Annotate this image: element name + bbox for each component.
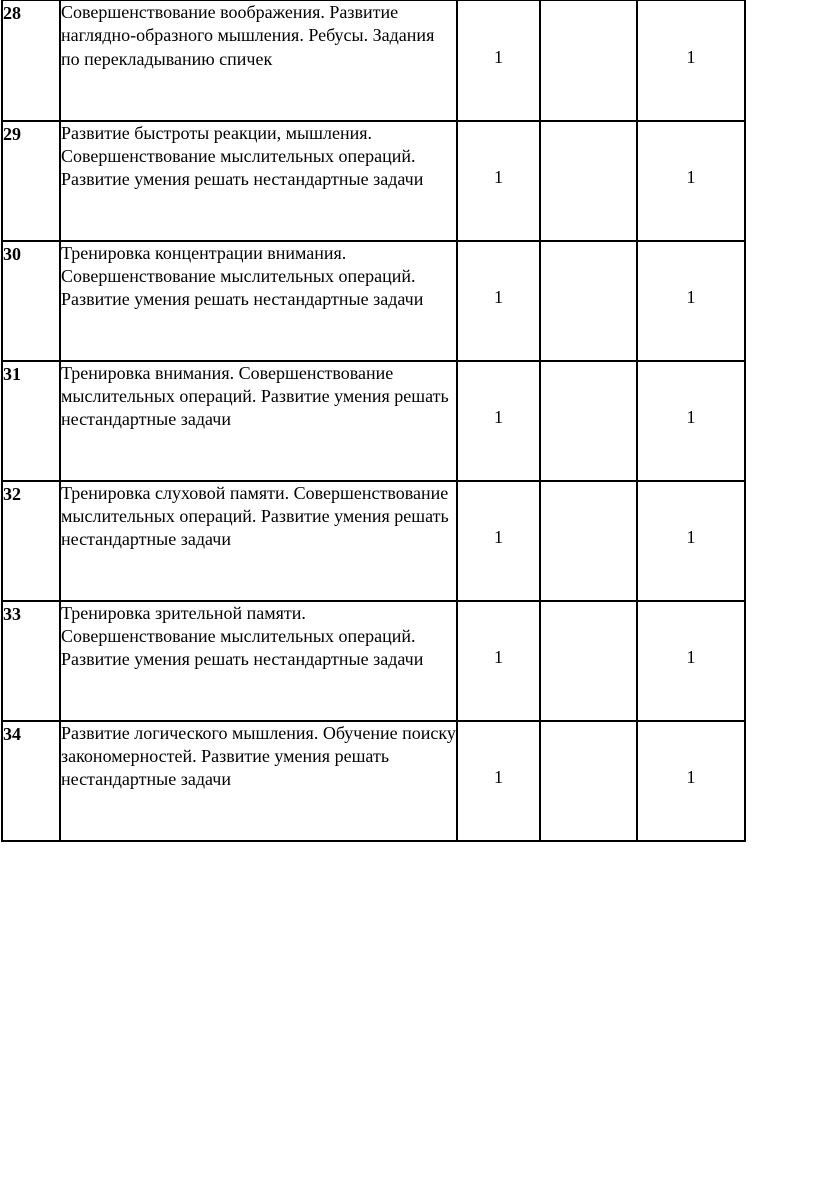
hours-cell-a xyxy=(457,361,540,481)
table-row xyxy=(2,481,745,601)
hours-cell-a xyxy=(457,241,540,361)
hours-value: 1 xyxy=(494,647,503,667)
hours-cell-c xyxy=(637,361,745,481)
hours-cell-b xyxy=(540,121,637,241)
hours-cell-a xyxy=(457,601,540,721)
table-row xyxy=(2,241,745,361)
lesson-topic: Тренировка слуховой памяти. Совершенствование мыслительных операций. Развитие умения решать нестандартные задачи xyxy=(60,481,457,601)
lesson-topic: Тренировка зрительной памяти. Совершенствование мыслительных операций. Развитие умения решать нестандартные задачи xyxy=(60,601,457,721)
hours-cell-b xyxy=(540,1,637,121)
table-row xyxy=(2,361,745,481)
hours-cell-b xyxy=(540,361,637,481)
hours-cell-c xyxy=(637,121,745,241)
hours-value: 1 xyxy=(494,527,503,547)
table-row xyxy=(2,721,745,841)
hours-cell-b xyxy=(540,241,637,361)
hours-value: 1 xyxy=(494,287,503,307)
hours-cell-a xyxy=(457,121,540,241)
hours-value: 1 xyxy=(494,407,503,427)
hours-value: 1 xyxy=(494,767,503,787)
lesson-number: 30 xyxy=(2,241,60,361)
lesson-number: 33 xyxy=(2,601,60,721)
table-row xyxy=(2,121,745,241)
lesson-number: 29 xyxy=(2,121,60,241)
lesson-plan-table xyxy=(1,0,746,842)
hours-cell-c xyxy=(637,1,745,121)
hours-value: 1 xyxy=(686,287,696,307)
hours-cell-a xyxy=(457,721,540,841)
hours-value: 1 xyxy=(686,767,696,787)
hours-cell-c xyxy=(637,601,745,721)
hours-cell-b xyxy=(540,481,637,601)
hours-cell-a xyxy=(457,481,540,601)
hours-cell-b xyxy=(540,721,637,841)
lesson-number: 28 xyxy=(2,1,60,121)
hours-value: 1 xyxy=(686,167,696,187)
lesson-topic: Тренировка внимания. Совершенствование мыслительных операций. Развитие умения решать нестандартные задачи xyxy=(60,361,457,481)
lesson-topic: Тренировка концентрации внимания. Совершенствование мыслительных операций. Развитие умения решать нестандартные задачи xyxy=(60,241,457,361)
hours-value: 1 xyxy=(686,407,696,427)
hours-value: 1 xyxy=(686,647,696,667)
lesson-number: 32 xyxy=(2,481,60,601)
hours-value: 1 xyxy=(686,527,696,547)
hours-cell-c xyxy=(637,241,745,361)
hours-value: 1 xyxy=(494,46,503,67)
hours-cell-b xyxy=(540,601,637,721)
hours-cell-c xyxy=(637,481,745,601)
lesson-number: 34 xyxy=(2,721,60,841)
hours-value: 1 xyxy=(494,167,503,187)
lesson-topic: Совершенствование воображения. Развитие наглядно-образного мышления. Ребусы. Задания по перекладыванию спичек xyxy=(60,1,457,121)
lesson-topic: Развитие логического мышления. Обучение поиску закономерностей. Развитие умения решать нестандартные задачи xyxy=(60,721,457,841)
hours-cell-a xyxy=(457,1,540,121)
table-row xyxy=(2,1,745,121)
lesson-topic: Развитие быстроты реакции, мышления. Совершенствование мыслительных операций. Развитие умения решать нестандартные задачи xyxy=(60,121,457,241)
table-row xyxy=(2,601,745,721)
lesson-number: 31 xyxy=(2,361,60,481)
hours-cell-c xyxy=(637,721,745,841)
hours-value: 1 xyxy=(686,46,696,67)
